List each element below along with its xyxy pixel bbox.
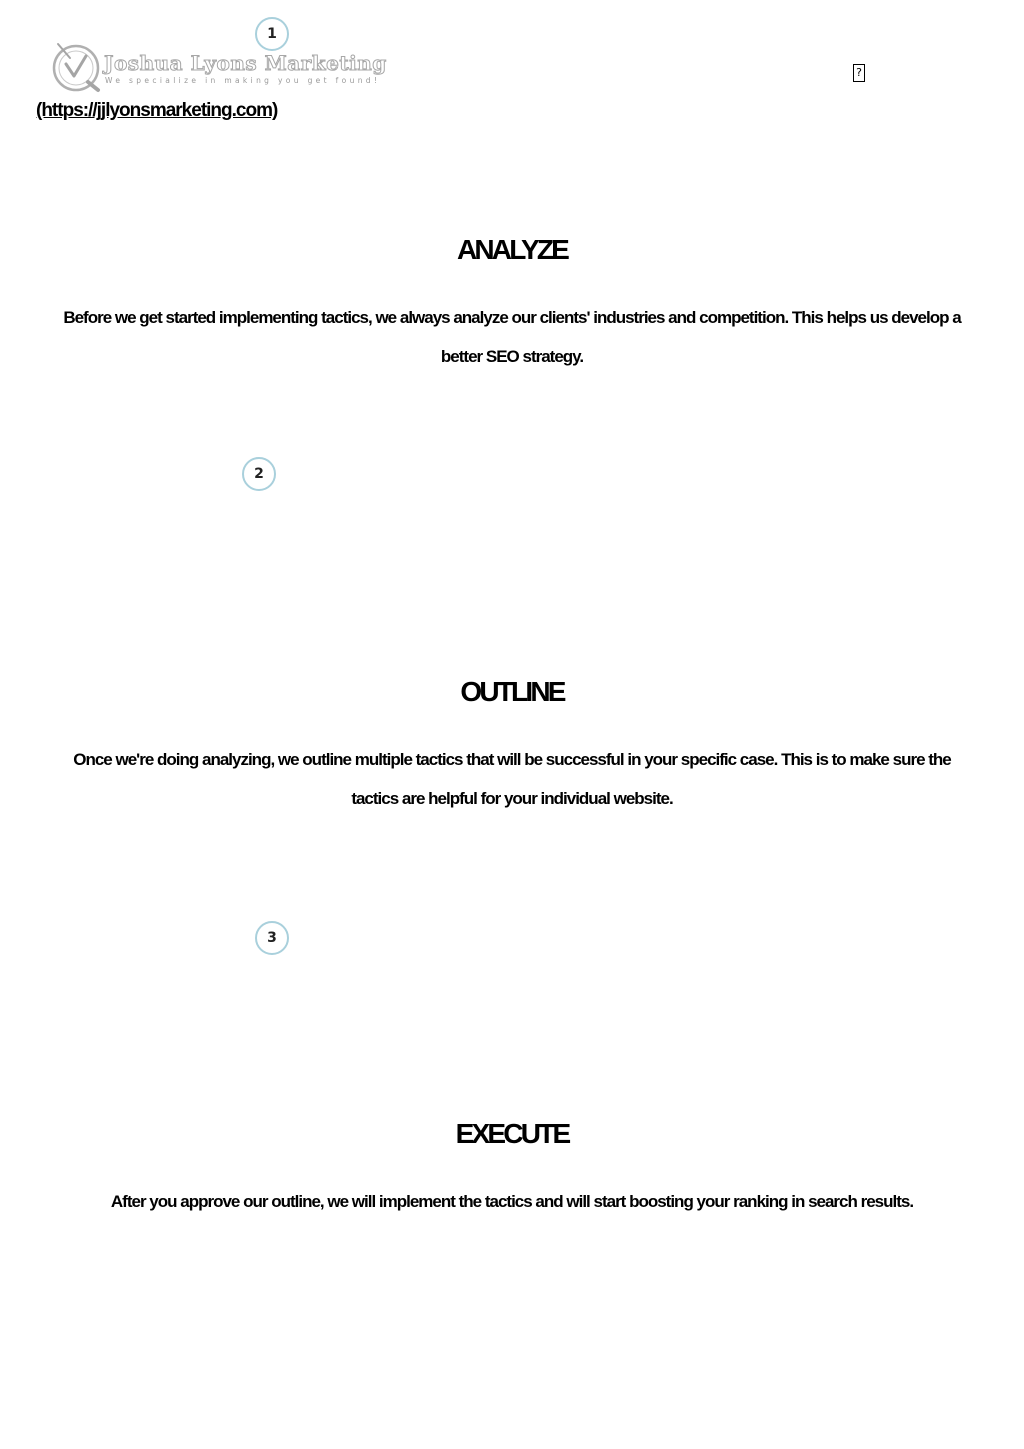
- section-title-execute: EXECUTE: [455, 1118, 569, 1149]
- section-title-outline: OUTLINE: [460, 676, 564, 707]
- section-text-analyze: Before we get started implementing tactics, we always analyze our clients' industries and competition. This helps us develop a better SEO strategy.: [63, 308, 961, 366]
- step-number-badge-3: 3: [255, 921, 289, 955]
- step-number-badge-1: 1: [255, 17, 289, 51]
- logo-tagline: We specialize in making you get found!: [105, 76, 381, 85]
- section-text-outline: Once we're doing analyzing, we outline multiple tactics that will be successful in your specific case. This is to make sure the tactics are helpful for your individual website.: [73, 750, 951, 808]
- site-home-link[interactable]: (https://jjlyonsmarketing.com): [36, 100, 278, 121]
- missing-glyph-icon[interactable]: ?: [853, 64, 865, 82]
- section-text-execute: After you approve our outline, we will implement the tactics and will start boosting your ranking in search results.: [110, 1192, 914, 1211]
- logo-name: Joshua Lyons Marketing: [104, 51, 387, 75]
- site-logo[interactable]: [50, 38, 387, 96]
- logo-emblem-icon: [50, 38, 106, 94]
- step-number-badge-2: 2: [242, 457, 276, 491]
- section-title-analyze: ANALYZE: [456, 234, 568, 265]
